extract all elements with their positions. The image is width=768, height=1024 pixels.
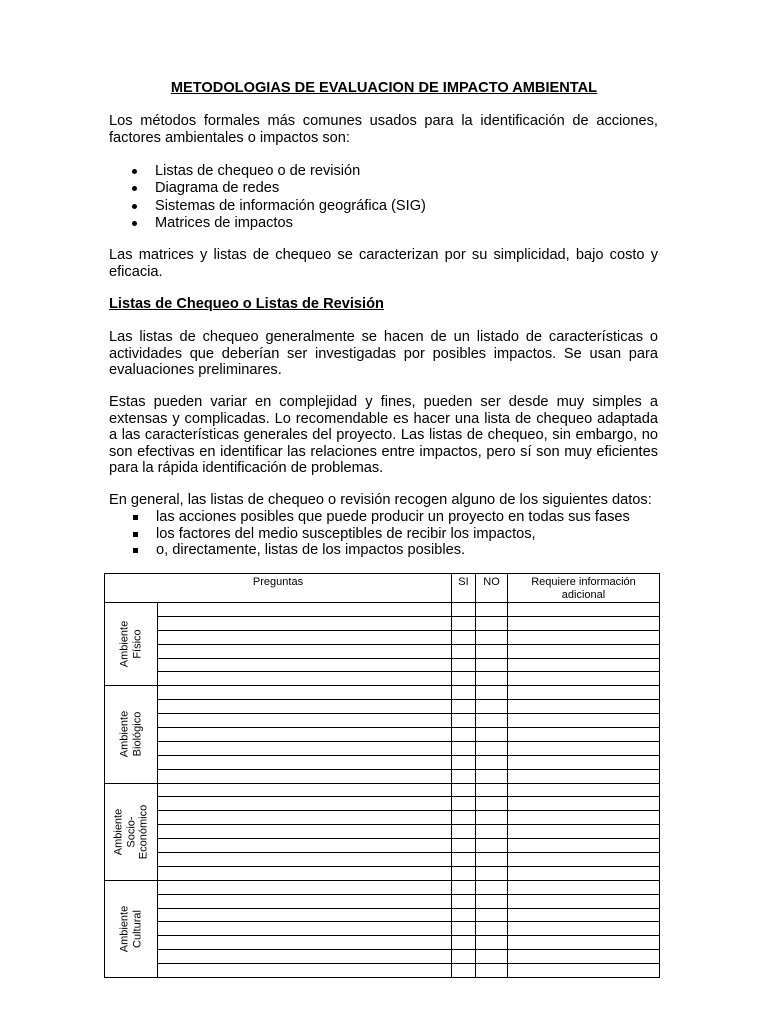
question-cell[interactable] (158, 672, 452, 686)
question-cell[interactable] (158, 880, 452, 894)
list-item: las acciones posibles que puede producir un proyecto en todas sus fases (109, 509, 630, 526)
info-cell[interactable] (508, 672, 660, 686)
si-cell[interactable] (452, 894, 476, 908)
si-cell[interactable] (452, 783, 476, 797)
question-cell[interactable] (158, 936, 452, 950)
info-cell[interactable] (508, 714, 660, 728)
no-cell[interactable] (476, 769, 508, 783)
no-cell[interactable] (476, 894, 508, 908)
no-cell[interactable] (476, 783, 508, 797)
no-cell[interactable] (476, 700, 508, 714)
info-cell[interactable] (508, 936, 660, 950)
info-cell[interactable] (508, 894, 660, 908)
list-item: los factores del medio susceptibles de recibir los impactos, (109, 526, 630, 543)
info-cell[interactable] (508, 658, 660, 672)
table-row (105, 825, 660, 839)
header-no: NO (476, 574, 508, 603)
question-cell[interactable] (158, 797, 452, 811)
section-paragraph-1: Las listas de chequeo generalmente se hacen de un listado de características o actividades que deberían ser investigadas por posibles impactos. Se usan para evaluaciones preliminares. (109, 329, 658, 379)
info-cell[interactable] (508, 964, 660, 978)
table-row (105, 755, 660, 769)
group-label-line: Ambiente (118, 905, 131, 953)
si-cell[interactable] (452, 936, 476, 950)
si-cell[interactable] (452, 630, 476, 644)
no-cell[interactable] (476, 714, 508, 728)
si-cell[interactable] (452, 811, 476, 825)
intro-paragraph: Los métodos formales más comunes usados para la identificación de acciones, factores ambientales o impactos son: (109, 113, 658, 146)
si-cell[interactable] (452, 728, 476, 742)
no-cell[interactable] (476, 922, 508, 936)
info-cell[interactable] (508, 880, 660, 894)
question-cell[interactable] (158, 825, 452, 839)
no-cell[interactable] (476, 672, 508, 686)
group-label (112, 804, 150, 858)
no-cell[interactable] (476, 908, 508, 922)
list-item: Matrices de impactos (109, 215, 426, 232)
question-cell[interactable] (158, 866, 452, 880)
si-cell[interactable] (452, 908, 476, 922)
table-header-row (105, 574, 660, 603)
si-cell[interactable] (452, 825, 476, 839)
si-cell[interactable] (452, 700, 476, 714)
question-cell[interactable] (158, 686, 452, 700)
question-cell[interactable] (158, 964, 452, 978)
no-cell[interactable] (476, 866, 508, 880)
info-cell[interactable] (508, 616, 660, 630)
header-preguntas: Preguntas (105, 574, 452, 603)
info-cell[interactable] (508, 839, 660, 853)
question-cell[interactable] (158, 616, 452, 630)
no-cell[interactable] (476, 839, 508, 853)
info-cell[interactable] (508, 700, 660, 714)
question-cell[interactable] (158, 783, 452, 797)
si-cell[interactable] (452, 755, 476, 769)
table-row (105, 950, 660, 964)
no-cell[interactable] (476, 797, 508, 811)
question-cell[interactable] (158, 894, 452, 908)
info-cell[interactable] (508, 686, 660, 700)
table-row (105, 811, 660, 825)
table-row (105, 686, 660, 700)
group-label-line: Ambiente (112, 808, 125, 855)
table-row (105, 700, 660, 714)
table-row (105, 880, 660, 894)
si-cell[interactable] (452, 922, 476, 936)
info-cell[interactable] (508, 755, 660, 769)
table-row (105, 783, 660, 797)
question-cell[interactable] (158, 839, 452, 853)
group-label-line: Ambiente (118, 711, 131, 758)
checklist-table (104, 573, 660, 978)
si-cell[interactable] (452, 853, 476, 867)
no-cell[interactable] (476, 755, 508, 769)
no-cell[interactable] (476, 686, 508, 700)
list-item: Listas de chequeo o de revisión (109, 163, 426, 180)
info-cell[interactable] (508, 825, 660, 839)
header-info: Requiere información adicional (508, 574, 660, 603)
info-cell[interactable] (508, 866, 660, 880)
table-row (105, 728, 660, 742)
si-cell[interactable] (452, 644, 476, 658)
question-cell[interactable] (158, 644, 452, 658)
list-item: Sistemas de información geográfica (SIG) (109, 198, 426, 215)
table-row (105, 741, 660, 755)
section-heading: Listas de Chequeo o Listas de Revisión (109, 296, 384, 312)
group-label (119, 711, 144, 757)
table-row (105, 839, 660, 853)
table-row (105, 908, 660, 922)
info-cell[interactable] (508, 908, 660, 922)
methods-list (109, 163, 426, 233)
info-cell[interactable] (508, 769, 660, 783)
no-cell[interactable] (476, 644, 508, 658)
question-cell[interactable] (158, 741, 452, 755)
info-cell[interactable] (508, 950, 660, 964)
question-cell[interactable] (158, 769, 452, 783)
table-row (105, 603, 660, 617)
no-cell[interactable] (476, 936, 508, 950)
si-cell[interactable] (452, 616, 476, 630)
si-cell[interactable] (452, 714, 476, 728)
question-cell[interactable] (158, 630, 452, 644)
question-cell[interactable] (158, 922, 452, 936)
question-cell[interactable] (158, 811, 452, 825)
no-cell[interactable] (476, 741, 508, 755)
data-intro-paragraph: En general, las listas de chequeo o revisión recogen alguno de los siguientes datos: (109, 492, 652, 508)
section-paragraph-2: Estas pueden variar en complejidad y fines, pueden ser desde muy simples a extensas y complicadas. Lo recomendable es hacer una lista de chequeo adaptada a las características generales del proyecto. Las listas de chequeo, sin embargo, no son efectivas en identificar las relaciones entre impactos, pero sí son muy eficientes para la rápida identificación de problemas. (109, 394, 658, 477)
table-row (105, 922, 660, 936)
group-label-line: Biológico (131, 712, 143, 757)
no-cell[interactable] (476, 880, 508, 894)
table-row (105, 658, 660, 672)
table-row (105, 616, 660, 630)
table-row (105, 894, 660, 908)
si-cell[interactable] (452, 769, 476, 783)
table-row (105, 672, 660, 686)
no-cell[interactable] (476, 616, 508, 630)
table-row (105, 714, 660, 728)
si-cell[interactable] (452, 603, 476, 617)
info-cell[interactable] (508, 603, 660, 617)
info-cell[interactable] (508, 811, 660, 825)
table-row (105, 936, 660, 950)
table-row (105, 964, 660, 978)
list-item: Diagrama de redes (109, 180, 426, 197)
table-row (105, 644, 660, 658)
table-body (105, 603, 660, 978)
group-label (119, 906, 144, 952)
data-items-list (109, 509, 630, 559)
group-label-line: Socio- (124, 816, 137, 848)
info-cell[interactable] (508, 728, 660, 742)
question-cell[interactable] (158, 728, 452, 742)
info-cell[interactable] (508, 644, 660, 658)
info-cell[interactable] (508, 922, 660, 936)
group-label-cell (105, 686, 158, 783)
si-cell[interactable] (452, 672, 476, 686)
question-cell[interactable] (158, 755, 452, 769)
document-title: METODOLOGIAS DE EVALUACION DE IMPACTO AMBIENTAL (170, 80, 598, 96)
si-cell[interactable] (452, 658, 476, 672)
no-cell[interactable] (476, 658, 508, 672)
group-label-cell (105, 783, 158, 880)
no-cell[interactable] (476, 950, 508, 964)
group-label-line: Cultural (131, 909, 143, 948)
si-cell[interactable] (452, 880, 476, 894)
no-cell[interactable] (476, 630, 508, 644)
group-label-line: Ambiente (118, 620, 131, 668)
si-cell[interactable] (452, 797, 476, 811)
group-label-cell (105, 603, 158, 686)
info-cell[interactable] (508, 783, 660, 797)
table-row (105, 630, 660, 644)
question-cell[interactable] (158, 700, 452, 714)
si-cell[interactable] (452, 950, 476, 964)
info-cell[interactable] (508, 741, 660, 755)
si-cell[interactable] (452, 839, 476, 853)
question-cell[interactable] (158, 950, 452, 964)
table-row (105, 769, 660, 783)
group-label (119, 621, 144, 667)
question-cell[interactable] (158, 908, 452, 922)
question-cell[interactable] (158, 603, 452, 617)
info-cell[interactable] (508, 630, 660, 644)
no-cell[interactable] (476, 964, 508, 978)
question-cell[interactable] (158, 658, 452, 672)
table-row (105, 866, 660, 880)
info-cell[interactable] (508, 797, 660, 811)
si-cell[interactable] (452, 741, 476, 755)
no-cell[interactable] (476, 811, 508, 825)
no-cell[interactable] (476, 603, 508, 617)
group-label-line: Económico (137, 804, 150, 859)
table-row (105, 853, 660, 867)
no-cell[interactable] (476, 728, 508, 742)
si-cell[interactable] (452, 964, 476, 978)
list-item: o, directamente, listas de los impactos posibles. (109, 542, 630, 559)
no-cell[interactable] (476, 825, 508, 839)
si-cell[interactable] (452, 686, 476, 700)
matrices-paragraph: Las matrices y listas de chequeo se caracterizan por su simplicidad, bajo costo y eficacia. (109, 247, 658, 280)
group-label-line: Físico (131, 629, 143, 659)
si-cell[interactable] (452, 866, 476, 880)
question-cell[interactable] (158, 714, 452, 728)
info-cell[interactable] (508, 853, 660, 867)
header-si: SI (452, 574, 476, 603)
table-row (105, 797, 660, 811)
question-cell[interactable] (158, 853, 452, 867)
group-label-cell (105, 880, 158, 977)
no-cell[interactable] (476, 853, 508, 867)
